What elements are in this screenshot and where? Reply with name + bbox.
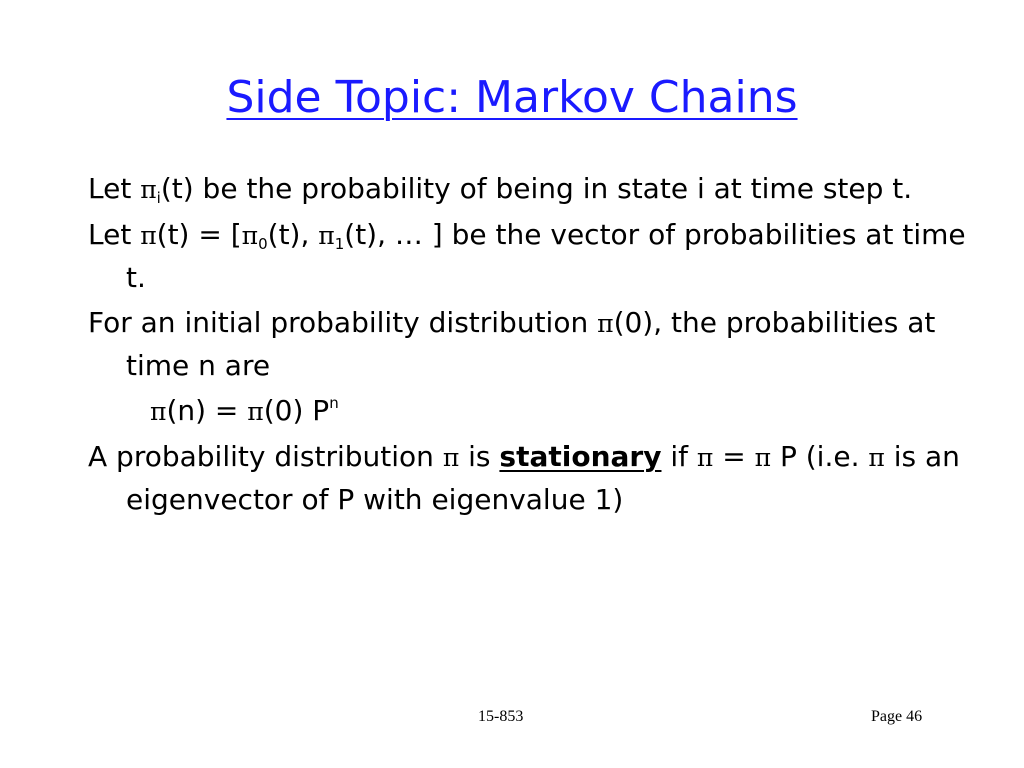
bullet-pi-i-definition — [88, 168, 968, 211]
p2-a: (t) = [ — [156, 218, 242, 251]
eq-b: (0) P — [263, 394, 330, 427]
pi-symbol: π — [442, 443, 460, 472]
bullet-pi-vector-definition — [88, 214, 968, 299]
footer-course-number: 15-853 — [478, 708, 524, 725]
p2-c: (t), … ] be the vector of probabilities at time t. — [126, 218, 966, 294]
p4-f: is an eigenvector of P with eigenvalue 1) — [126, 440, 960, 516]
pi-symbol: π — [754, 443, 772, 472]
pi-symbol: π — [597, 309, 614, 338]
subscript-0: 0 — [258, 235, 268, 253]
p4-e: P (i.e. — [771, 440, 869, 473]
p1-let: Let — [88, 172, 141, 205]
subscript-1: 1 — [334, 235, 345, 253]
p4-c: if — [661, 440, 697, 473]
pi-symbol: π — [150, 397, 167, 426]
p2-let: Let — [88, 218, 141, 251]
p4-b: is — [459, 440, 500, 473]
pi-symbol: π — [318, 221, 335, 250]
subscript-i: i — [156, 189, 161, 207]
slide-body — [88, 168, 968, 524]
superscript-n: n — [329, 394, 339, 412]
p3-text: For an initial probability distribution — [88, 306, 598, 339]
stationary-keyword: stationary — [499, 440, 662, 473]
p4-a: A probability distribution — [88, 440, 443, 473]
pi-symbol: π — [140, 175, 157, 204]
footer-page-number: Page 46 — [871, 708, 923, 725]
pi-symbol: π — [241, 221, 259, 250]
bullet-stationary-definition — [88, 436, 968, 521]
pi-symbol: π — [696, 443, 714, 472]
pi-symbol: π — [868, 443, 885, 472]
p3-tail: (0), the probabilities at time n are — [126, 306, 936, 382]
p1-text: (t) be the probability of being in state i at time step t. — [160, 172, 913, 205]
bullet-initial-distribution — [88, 302, 968, 387]
pi-symbol: π — [247, 397, 264, 426]
p4-d: = — [713, 440, 755, 473]
slide-title: Side Topic: Markov Chains — [226, 72, 798, 123]
p2-b: (t), — [267, 218, 319, 251]
pi-symbol: π — [140, 221, 157, 250]
equation-pi-n — [88, 390, 968, 433]
eq-a: (n) = — [166, 394, 248, 427]
